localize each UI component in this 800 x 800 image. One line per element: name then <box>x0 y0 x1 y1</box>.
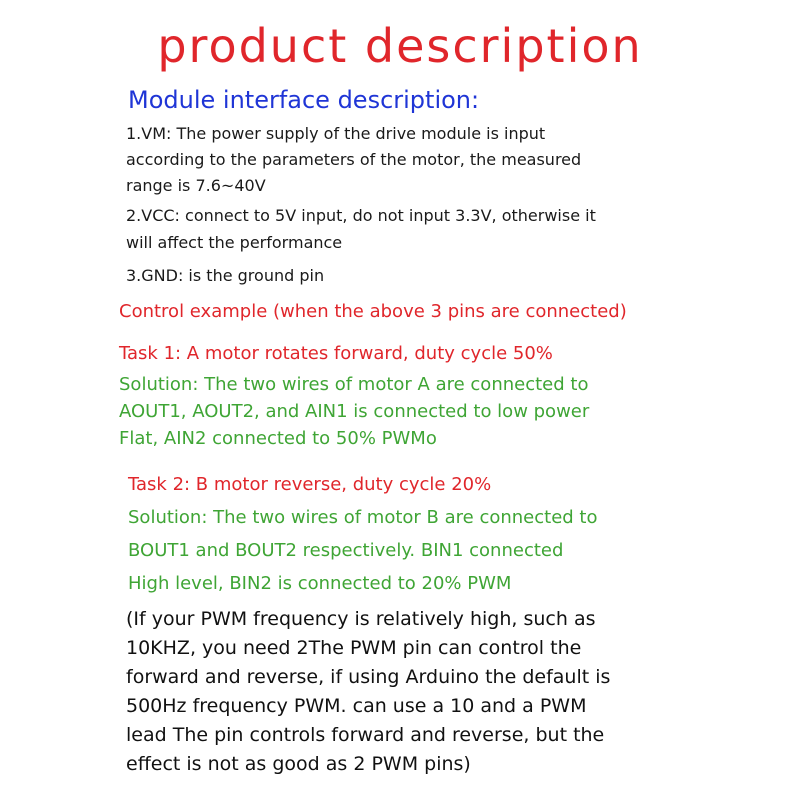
task2-solution-line-3: High level, BIN2 is connected to 20% PWM <box>128 573 512 594</box>
gnd-description-line-1: 3.GND: is the ground pin <box>126 266 325 285</box>
task2-heading: Task 2: B motor reverse, duty cycle 20% <box>128 474 492 495</box>
task1-solution-line-3: Flat, AIN2 connected to 50% PWMo <box>119 428 437 449</box>
task1-solution-line-1: Solution: The two wires of motor A are connected to <box>119 374 589 395</box>
pwm-note-line-3: forward and reverse, if using Arduino the default is <box>126 666 611 688</box>
vm-description-line-2: according to the parameters of the motor, the measured <box>126 150 582 169</box>
pwm-note-line-4: 500Hz frequency PWM. can use a 10 and a PWM <box>126 695 587 717</box>
section-heading-module-interface: Module interface description: <box>128 86 480 114</box>
task1-solution-line-2: AOUT1, AOUT2, and AIN1 is connected to low power <box>119 401 590 422</box>
pwm-note-line-2: 10KHZ, you need 2The PWM pin can control the <box>126 637 582 659</box>
page-title: product description <box>157 19 643 73</box>
pwm-note-line-1: (If your PWM frequency is relatively high, such as <box>126 608 596 630</box>
vm-description-line-3: range is 7.6~40V <box>126 176 266 195</box>
vm-description-line-1: 1.VM: The power supply of the drive module is input <box>126 124 546 143</box>
vcc-description-line-1: 2.VCC: connect to 5V input, do not input 3.3V, otherwise it <box>126 206 596 225</box>
pwm-note-line-5: lead The pin controls forward and reverse, but the <box>126 724 605 746</box>
vcc-description-line-2: will affect the performance <box>126 233 343 252</box>
task2-solution-line-1: Solution: The two wires of motor B are connected to <box>128 507 598 528</box>
task2-solution-line-2: BOUT1 and BOUT2 respectively. BIN1 connected <box>128 540 564 561</box>
task1-heading: Task 1: A motor rotates forward, duty cycle 50% <box>119 343 553 364</box>
control-example-heading: Control example (when the above 3 pins are connected) <box>119 301 627 322</box>
pwm-note-line-6: effect is not as good as 2 PWM pins) <box>126 753 471 775</box>
